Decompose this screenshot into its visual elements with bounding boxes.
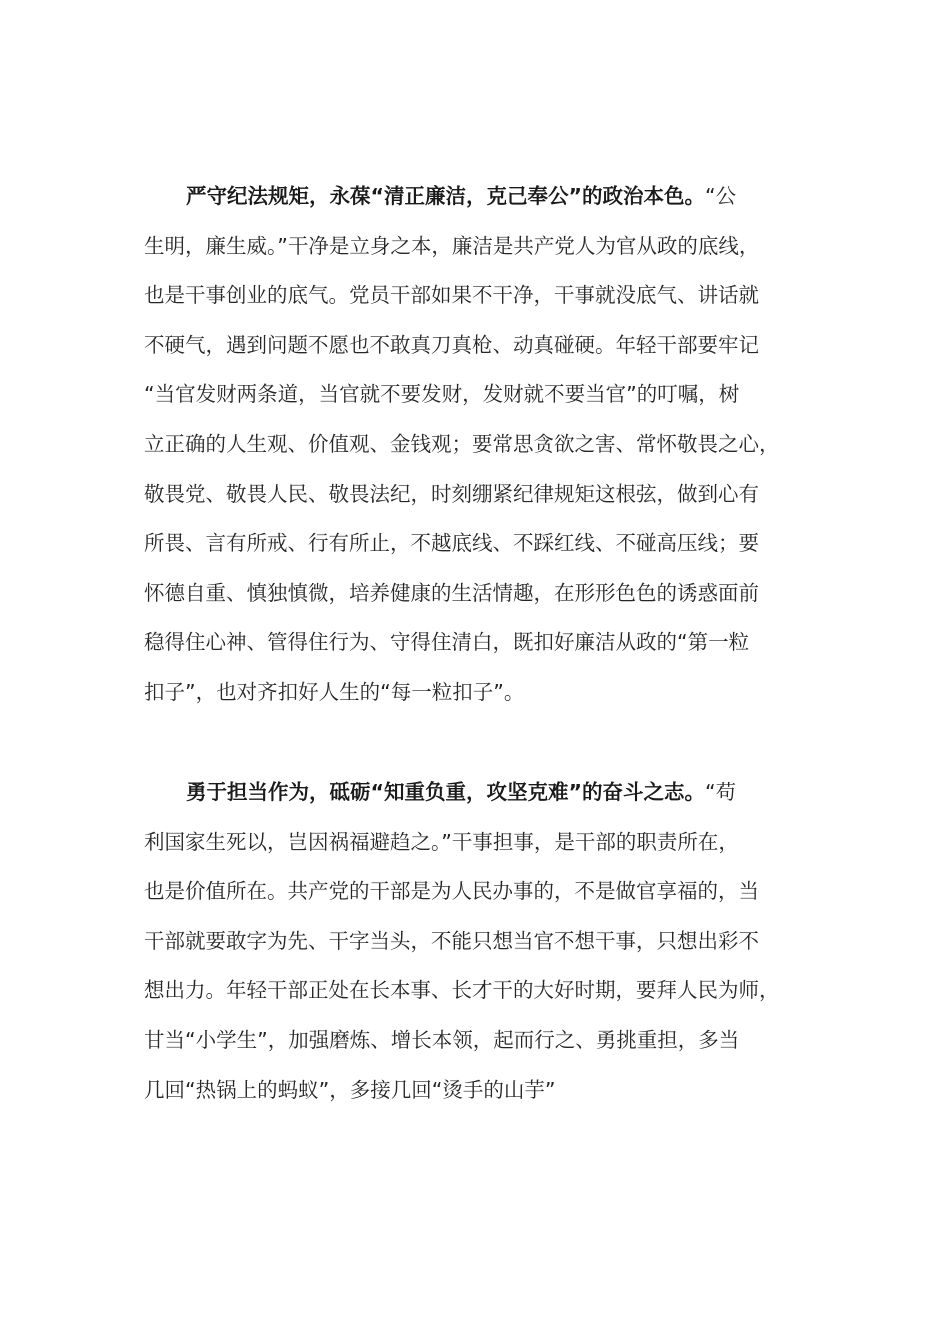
text-line: 也是价值所在。共产党的干部是为人民办事的，不是做官享福的，当 bbox=[144, 879, 759, 904]
text-line: 敬畏党、敬畏人民、敬畏法纪，时刻绷紧纪律规矩这根弦，做到心有 bbox=[144, 481, 759, 506]
paragraph-heading: 严守纪法规矩，永葆“清正廉洁，克己奉公”的政治本色。 bbox=[186, 184, 705, 208]
text-line: 不硬气，遇到问题不愿也不敢真刀真枪、动真碰硬。年轻干部要牢记 bbox=[144, 332, 759, 357]
text-line: 生明，廉生威。”干净是立身之本，廉洁是共产党人为官从政的底线， bbox=[144, 233, 760, 258]
text-run: “苟 bbox=[704, 780, 737, 804]
text-line: 所畏、言有所戒、行有所止，不越底线、不踩红线、不碰高压线；要 bbox=[144, 531, 759, 556]
paragraph-integrity bbox=[144, 172, 808, 718]
text-run: “公 bbox=[704, 184, 737, 208]
text-line bbox=[144, 768, 808, 818]
text-line: 几回“热锅上的蚂蚁”，多接几回“烫手的山芋” bbox=[144, 1077, 556, 1102]
text-line: 想出力。年轻干部正处在长本事、长才干的大好时期，要拜人民为师， bbox=[144, 978, 780, 1003]
text-line: “当官发财两条道，当官就不要发财，发财就不要当官”的叮嘱，树 bbox=[144, 382, 740, 407]
text-line: 立正确的人生观、价值观、金钱观；要常思贪欲之害、常怀敬畏之心， bbox=[144, 431, 780, 456]
text-line: 利国家生死以，岂因祸福避趋之。”干事担事，是干部的职责所在， bbox=[144, 829, 739, 854]
text-line: 扣子”，也对齐扣好人生的“每一粒扣子”。 bbox=[144, 679, 525, 704]
text-line: 也是干事创业的底气。党员干部如果不干净，干事就没底气、讲话就 bbox=[144, 283, 759, 308]
text-line: 怀德自重、慎独慎微，培养健康的生活情趣，在形形色色的诱惑面前 bbox=[144, 580, 759, 605]
text-line: 甘当“小学生”，加强磨炼、增长本领，起而行之、勇挑重担，多当 bbox=[144, 1027, 740, 1052]
text-line bbox=[144, 172, 808, 222]
paragraph-responsibility bbox=[144, 768, 808, 1115]
paragraph-heading: 勇于担当作为，砥砺“知重负重，攻坚克难”的奋斗之志。 bbox=[186, 780, 705, 804]
text-line: 干部就要敢字为先、干字当头，不能只想当官不想干事，只想出彩不 bbox=[144, 928, 759, 953]
text-line: 稳得住心神、管得住行为、守得住清白，既扣好廉洁从政的“第一粒 bbox=[144, 630, 750, 655]
